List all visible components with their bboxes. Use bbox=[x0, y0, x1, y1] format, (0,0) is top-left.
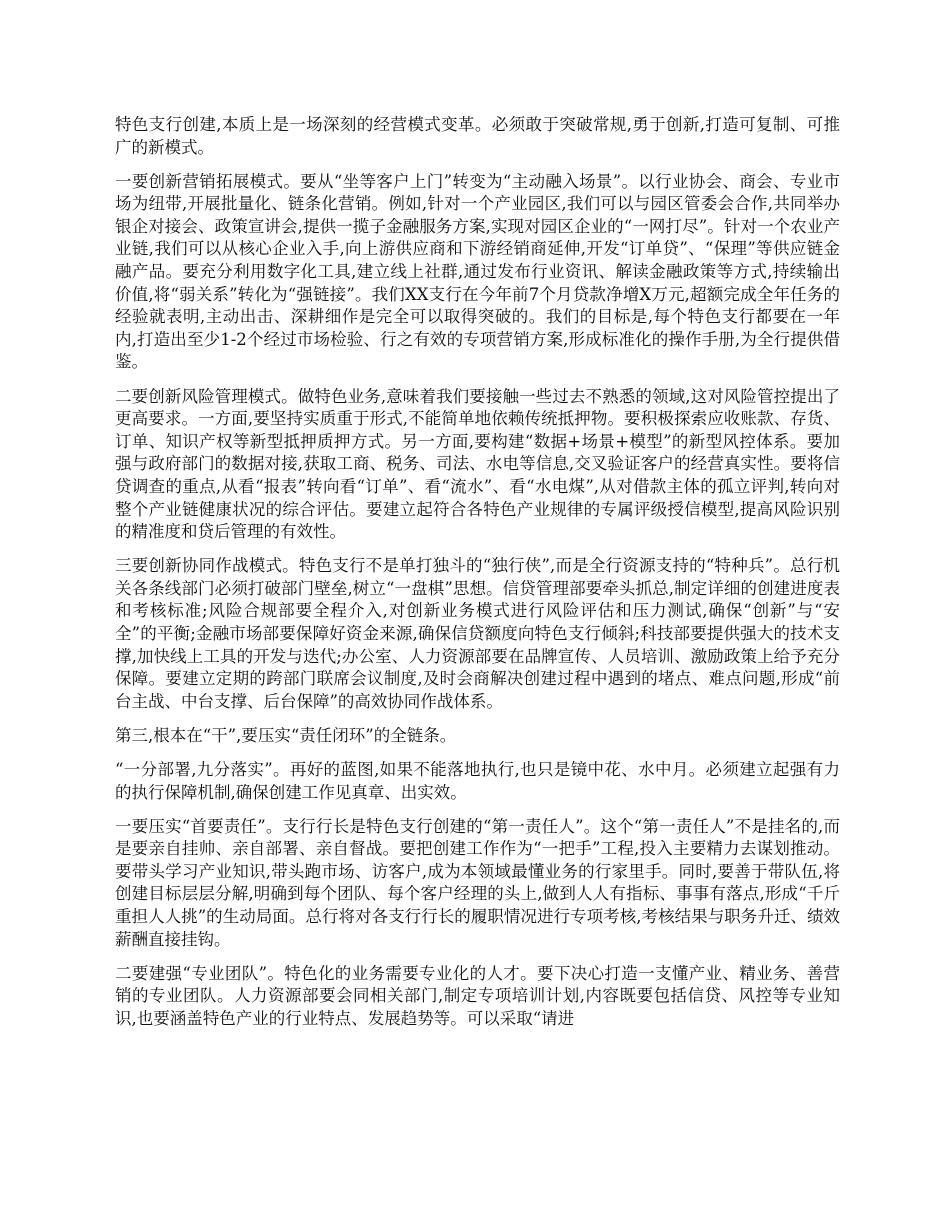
paragraph-risk-model: 二要创新风险管理模式。做特色业务,意味着我们要接触一些过去不熟悉的领域,这对风险管控提出了更高要求。一方面,要坚持实质重于形式,不能简单地依赖传统抵押物。要积极探索应收账款、存货、订单、知识产权等新型抵押质押方式。另一方面,要构建“数据+场景+模型”的新型风控体系。要加强与政府部门的数据对接,获取工商、税务、司法、水电等信息,交叉验证客户的经营真实性。要将信贷调查的重点,从看“报表”转向看“订单”、看“流水”、看“水电煤”,从对借款主体的孤立评判,转向对整个产业链健康状况的综合评估。要建立起符合各特色产业规律的专属评级授信模型,提高风险识别的精准度和贷后管理的有效性。 bbox=[115, 386, 840, 542]
paragraph-intro: 特色支行创建,本质上是一场深刻的经营模式变革。必须敢于突破常规,勇于创新,打造可复制、可推广的新模式。 bbox=[115, 115, 840, 157]
paragraph-implementation: “一分部署,九分落实”。再好的蓝图,如果不能落地执行,也只是镜中花、水中月。必须建立起强有力的执行保障机制,确保创建工作见真章、出实效。 bbox=[115, 759, 840, 802]
document-body bbox=[115, 114, 840, 1042]
section-heading-third: 第三,根本在“干”,要压实“责任闭环”的全链条。 bbox=[115, 725, 457, 745]
paragraph-professional-team: 二要建强“专业团队”。特色化的业务需要专业化的人才。要下决心打造一支懂产业、精业务、善营销的专业团队。人力资源部要会同相关部门,制定专项培训计划,内容既要包括信贷、风控等专业知识,也要涵盖特色产业的行业特点、发展趋势等。可以采取“请进 bbox=[115, 963, 840, 1028]
paragraph-collaboration-model: 三要创新协同作战模式。特色支行不是单打独斗的“独行侠”,而是全行资源支持的“特种兵”。总行机关各条线部门必须打破部门壁垒,树立“一盘棋”思想。信贷管理部要牵头抓总,制定详细的创建进度表和考核标准;风险合规部要全程介入,对创新业务模式进行风险评估和压力测试,确保“创新”与“安全”的平衡;金融市场部要保障好资金来源,确保信贷额度向特色支行倾斜;科技部要提供强大的技术支撑,加快线上工具的开发与迭代;办公室、人力资源部要在品牌宣传、人员培训、激励政策上给予充分保障。要建立定期的跨部门联席会议制度,及时会商解决创建过程中遇到的堵点、难点问题,形成“前台主战、中台支撑、后台保障”的高效协同作战体系。 bbox=[115, 556, 840, 711]
paragraph-primary-responsibility: 一要压实“首要责任”。支行行长是特色支行创建的“第一责任人”。这个“第一责任人”不是挂名的,而是要亲自挂帅、亲自部署、亲自督战。要把创建工作作为“一把手”工程,投入主要精力去谋划推动。要带头学习产业知识,带头跑市场、访客户,成为本领域最懂业务的行家里手。同时,要善于带队伍,将创建目标层层分解,明确到每个团队、每个客户经理的头上,做到人人有指标、事事有落点,形成“千斤重担人人挑”的生动局面。总行将对各支行行长的履职情况进行专项考核,考核结果与职务升迁、绩效薪酬直接挂钩。 bbox=[115, 816, 840, 949]
paragraph-marketing-model: 一要创新营销拓展模式。要从“坐等客户上门”转变为“主动融入场景”。以行业协会、商会、专业市场为纽带,开展批量化、链条化营销。例如,针对一个产业园区,我们可以与园区管委会合作,共同举办银企对接会、政策宣讲会,提供一揽子金融服务方案,实现对园区企业的“一网打尽”。针对一个农业产业链,我们可以从核心企业入手,向上游供应商和下游经销商延伸,开发“订单贷”、“保理”等供应链金融产品。要充分利用数字化工具,建立线上社群,通过发布行业资讯、解读金融政策等方式,持续输出价值,将“弱关系”转化为“强链接”。我们XX支行在今年前7个月贷款净增X万元,超额完成全年任务的经验就表明,主动出击、深耕细作是完全可以取得突破的。我们的目标是,每个特色支行都要在一年内,打造出至少1-2个经过市场检验、行之有效的专项营销方案,形成标准化的操作手册,为全行提供借鉴。 bbox=[115, 171, 840, 372]
